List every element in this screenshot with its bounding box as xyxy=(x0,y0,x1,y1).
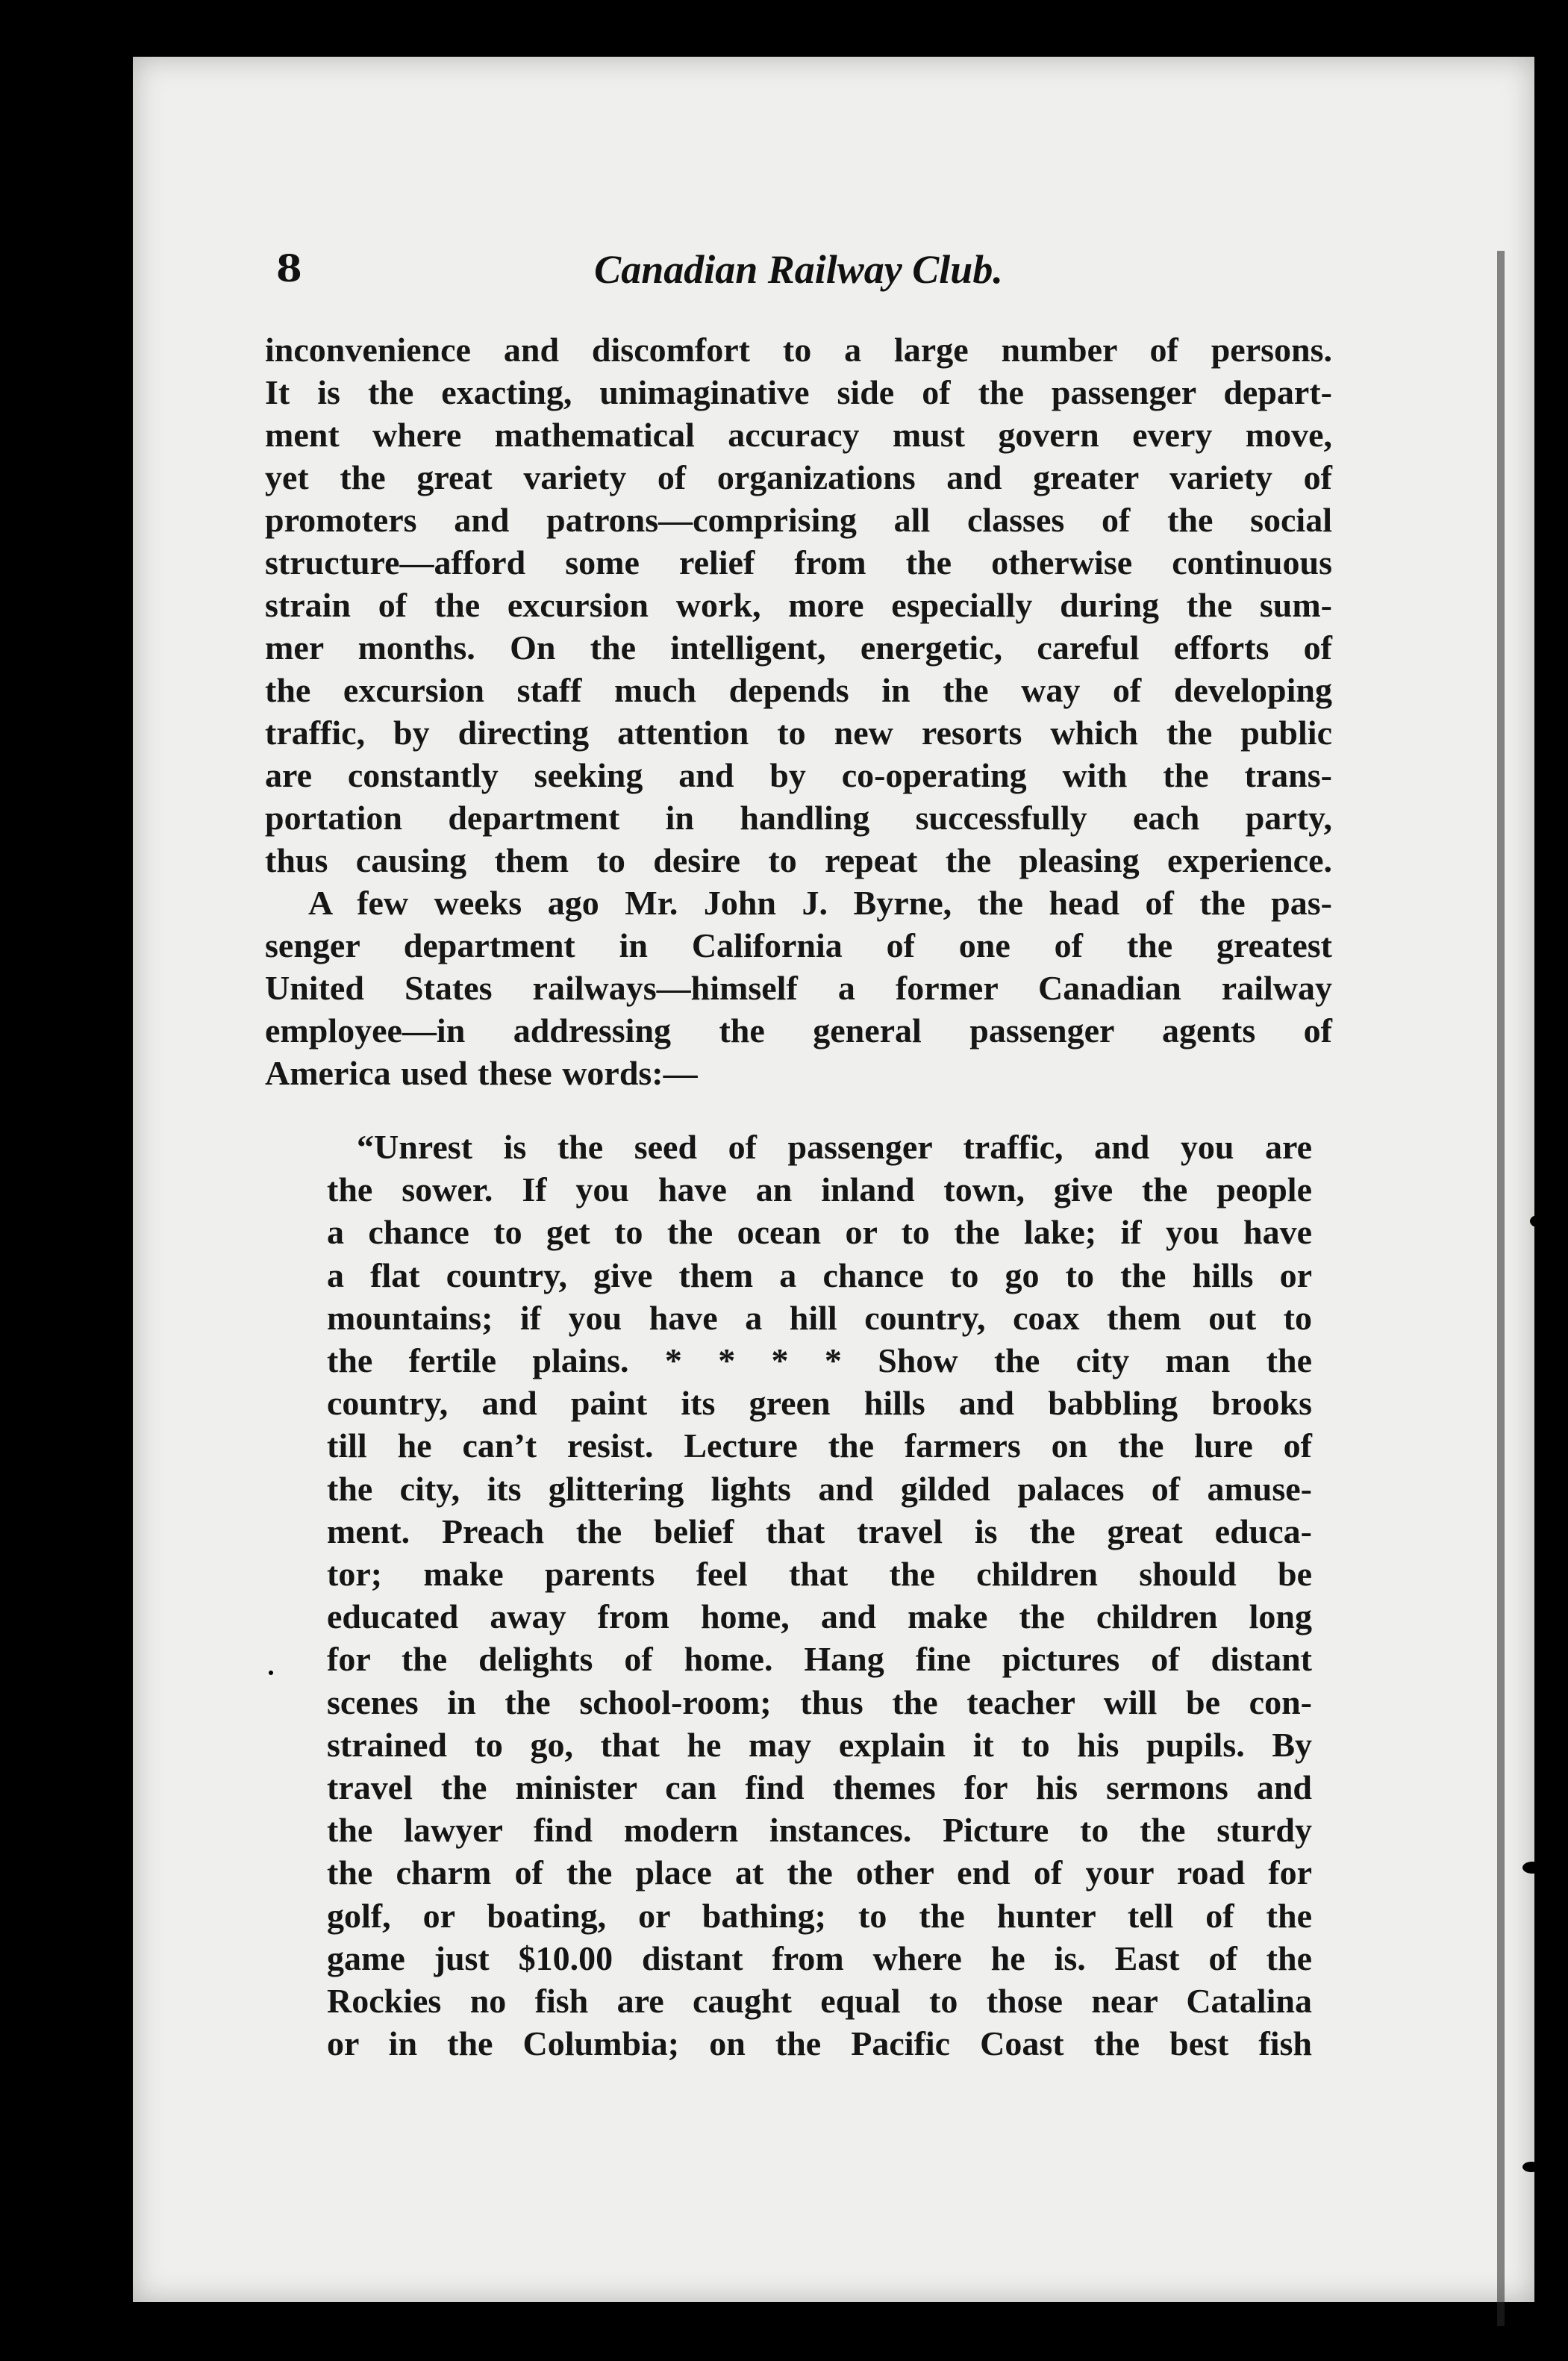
scan-speck xyxy=(269,1671,273,1675)
quote-line: the fertile plains. * * * * Show the city man the xyxy=(327,1341,1312,1380)
page-header xyxy=(276,246,1321,306)
quote-line: Rockies no fish are caught equal to those near Catalina xyxy=(327,1982,1312,2021)
quote-line: the sower. If you have an inland town, give the people xyxy=(327,1170,1312,1209)
text-line: senger department in California of one of the greatest xyxy=(265,926,1332,964)
scan-speck xyxy=(1522,1862,1542,1874)
text-line: America used these words:— xyxy=(265,1054,698,1092)
text-line: strain of the excursion work, more especially during the sum- xyxy=(265,586,1332,624)
quote-line: for the delights of home. Hang fine pictures of distant xyxy=(327,1640,1312,1679)
quote-line: game just $10.00 distant from where he is. East of the xyxy=(327,1939,1312,1977)
quote-line: a chance to get to the ocean or to the lake; if you have xyxy=(327,1213,1312,1252)
text-line: employee—in addressing the general passenger agents of xyxy=(265,1011,1332,1049)
quote-line: till he can’t resist. Lecture the farmers on the lure of xyxy=(327,1426,1312,1465)
quote-line: tor; make parents feel that the children should be xyxy=(327,1555,1312,1594)
text-line: inconvenience and discomfort to a large number of persons. xyxy=(265,331,1332,369)
text-line: mer months. On the intelligent, energetic, careful efforts of xyxy=(265,629,1332,667)
text-line: structure—afford some relief from the otherwise continuous xyxy=(265,543,1332,581)
quote-line: ment. Preach the belief that travel is the great educa- xyxy=(327,1512,1312,1550)
block-quote xyxy=(327,1126,1312,2065)
paragraph-1 xyxy=(265,328,1332,882)
quote-line: golf, or boating, or bathing; to the hunter tell of the xyxy=(327,1896,1312,1935)
running-head: Canadian Railway Club. xyxy=(594,247,1003,292)
text-line: yet the great variety of organizations and greater variety of xyxy=(265,458,1332,496)
text-line: are constantly seeking and by co-operating with the trans- xyxy=(265,756,1332,794)
quote-line: strained to go, that he may explain it to his pupils. By xyxy=(327,1725,1312,1764)
text-line: United States railways—himself a former Canadian railway xyxy=(265,969,1332,1007)
body-text xyxy=(265,328,1332,1094)
text-line: A few weeks ago Mr. John J. Byrne, the head of the pas- xyxy=(308,884,1332,922)
scan-speck xyxy=(1522,2162,1540,2172)
text-line: ment where mathematical accuracy must govern every move, xyxy=(265,416,1332,454)
quote-line: a flat country, give them a chance to go to the hills or xyxy=(327,1256,1312,1294)
quote-line: or in the Columbia; on the Pacific Coast the best fish xyxy=(327,2024,1312,2063)
scan-speck xyxy=(1530,1215,1545,1227)
quote-line: the lawyer find modern instances. Picture to the sturdy xyxy=(327,1811,1312,1850)
scan-speck xyxy=(0,321,6,331)
page-number: 8 xyxy=(276,246,302,290)
text-line: the excursion staff much depends in the way of developing xyxy=(265,671,1332,709)
page-edge-shadow xyxy=(1497,251,1505,2326)
text-line: promoters and patrons—comprising all classes of the social xyxy=(265,501,1332,539)
quote-line: the city, its glittering lights and gilded palaces of amuse- xyxy=(327,1469,1312,1508)
quote-line: scenes in the school-room; thus the teacher will be con- xyxy=(327,1682,1312,1721)
text-line: thus causing them to desire to repeat the pleasing experience. xyxy=(265,841,1332,879)
paragraph-2 xyxy=(265,882,1332,1094)
quote-line: educated away from home, and make the children long xyxy=(327,1597,1312,1636)
quote-line: country, and paint its green hills and babbling brooks xyxy=(327,1384,1312,1423)
scan-speck xyxy=(1557,552,1566,566)
quote-line: travel the minister can find themes for his sermons and xyxy=(327,1768,1312,1807)
quote-line: “Unrest is the seed of passenger traffic, and you are xyxy=(357,1128,1312,1166)
quote-line: the charm of the place at the other end of your road for xyxy=(327,1853,1312,1892)
quote-line: mountains; if you have a hill country, coax them out to xyxy=(327,1298,1312,1337)
text-line: traffic, by directing attention to new resorts which the public xyxy=(265,714,1332,752)
text-line: portation department in handling successfully each party, xyxy=(265,799,1332,837)
text-line: It is the exacting, unimaginative side of the passenger depart- xyxy=(265,373,1332,411)
